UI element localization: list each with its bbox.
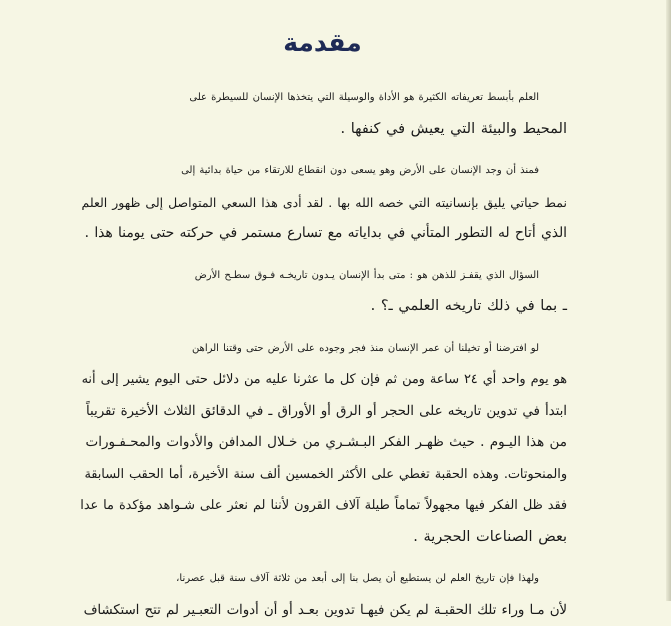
paragraph-line: نمط حياتي يليق بإنسانيته التي خصه الله بها . لقد أدى هذا السعي المتواصل إلى ظهور العلم bbox=[78, 187, 567, 219]
paragraph-history-of-science bbox=[78, 563, 567, 626]
paragraph-line: ـ بما في ذلك تاريخه العلمي ـ؟ . bbox=[78, 291, 567, 323]
paragraph-line: بعض الصناعات الحجرية . bbox=[78, 522, 567, 554]
paragraph-line: العلم بأبسط تعريفاته الكثيرة هو الأداة والوسيلة التي يتخذها الإنسان للسيطرة على bbox=[78, 82, 567, 114]
paragraph-line: والمنحوتات. وهذه الحقبة تغطي على الأكثر الخمسين ألف سنة الأخيرة، أما الحقب السابقة bbox=[78, 459, 567, 491]
paragraph-line: فقد ظل الفكر فيها مجهولاً تماماً طيلة آلاف القرون لأننا لم نعثر على شـواهد مؤكدة ما عدا bbox=[78, 490, 567, 522]
paragraph-human-timeline bbox=[78, 333, 567, 554]
paragraph-line: هو يوم واحد أي ٢٤ ساعة ومن ثم فإن كل ما عثرنا عليه من دلائل حتى اليوم يشير إلى أنه bbox=[78, 364, 567, 396]
paragraph-line: ابتدأ في تدوين تاريخه على الحجر أو الرق أو الأوراق ـ في الدقائق الثلاث الأخيرة تقريباً bbox=[78, 396, 567, 428]
paragraph-line: لو افترضنا أو تخيلنا أن عمر الإنسان منذ فجر وجوده على الأرض حتى وقتنا الراهن bbox=[78, 333, 567, 365]
paragraph-line: ولهذا فإن تاريخ العلم لن يستطيع أن يصل بنا إلى أبعد من ثلاثة آلاف سنة قبل عصرنا، bbox=[78, 563, 567, 595]
paragraph-intro bbox=[78, 82, 567, 145]
paragraph-line: المحيط والبيئة التي يعيش في كنفها . bbox=[78, 114, 567, 146]
paragraph-line: من هذا اليـوم . حيث ظهـر الفكر البـشـري من خـلال المدافن والأدوات والمحـفـورات bbox=[78, 427, 567, 459]
paragraph-line: الذي أتاح له التطور المتأني في بداياته مع تسارع مستمر في حركته حتى يومنا هذا . bbox=[78, 218, 567, 250]
paragraph-line: لأن مـا وراء تلك الحقبـة لم يكن فيهـا تدوين بعـد أو أن أدوات التعبـير لم تتح استكشاف bbox=[78, 595, 567, 626]
paragraph-line: فمنذ أن وجد الإنسان على الأرض وهو يسعى دون انقطاع للارتقاء من حياة بدائية إلى bbox=[78, 155, 567, 187]
paragraph-line: السؤال الذي يقفـز للذهن هو : متى بدأ الإنسان يـدون تاريخـه فـوق سطـح الأرض bbox=[78, 260, 567, 292]
paragraph-human-progress bbox=[78, 155, 567, 250]
page-title: مقدمة bbox=[78, 26, 567, 60]
paragraph-question bbox=[78, 260, 567, 323]
